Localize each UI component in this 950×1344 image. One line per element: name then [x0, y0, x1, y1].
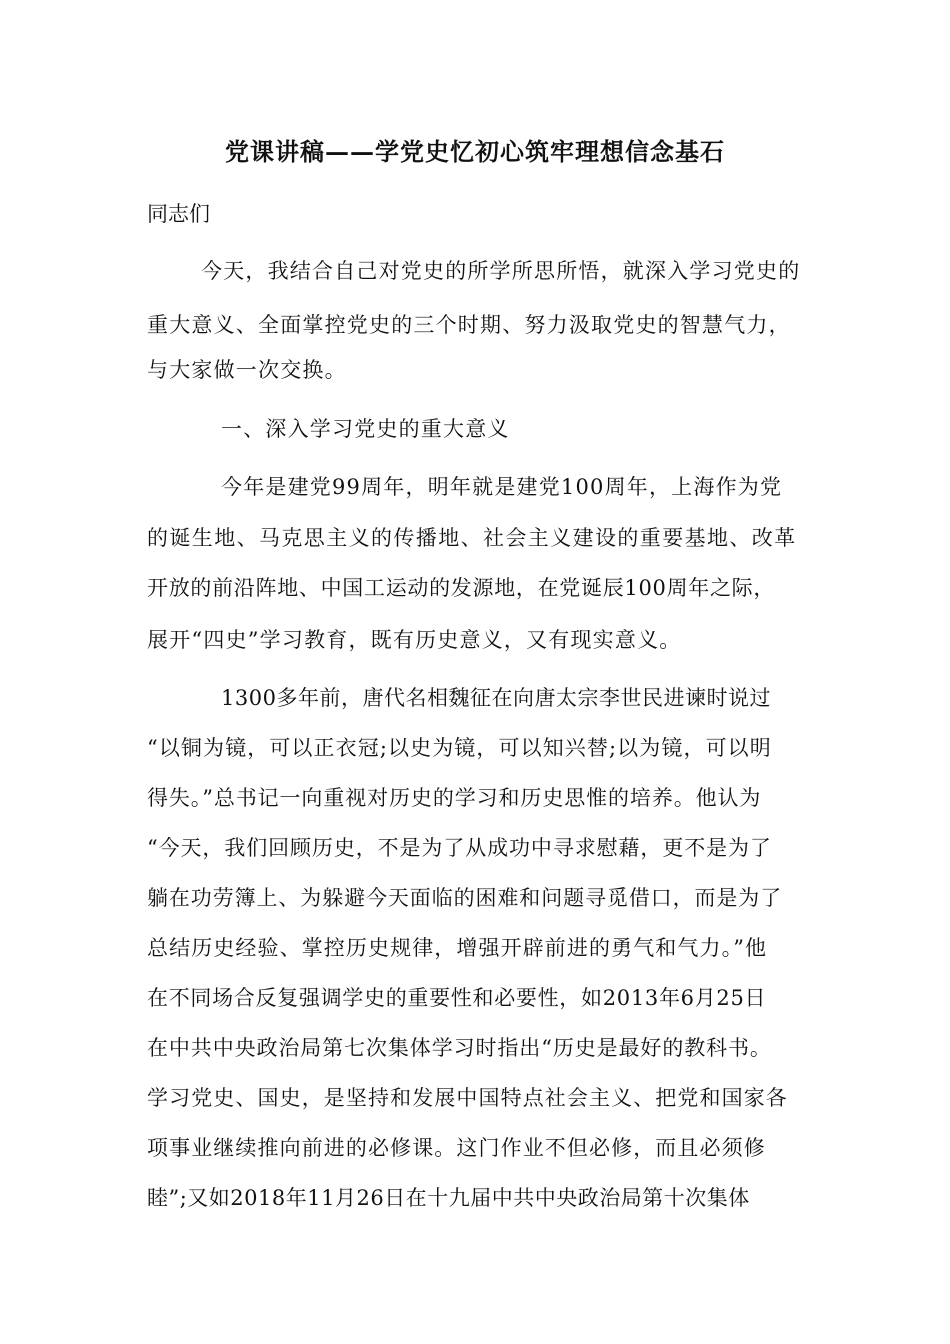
- paragraph-line: 今天，我结合自己对党史的所学所思所悟，就深入学习党史的: [201, 259, 801, 283]
- paragraph-line: 睦”;又如2018年11月26日在十九届中共中央政治局第十次集体: [147, 1186, 750, 1210]
- section-heading: 一、深入学习党史的重大意义: [221, 417, 510, 441]
- salutation: 同志们: [147, 202, 210, 226]
- paragraph-line: 在中共中央政治局第七次集体学习时指出“历史是最好的教科书。: [147, 1036, 772, 1060]
- paragraph-line: 今年是建党99周年，明年就是建党100周年，上海作为党: [221, 475, 783, 499]
- paragraph-line: 学习党史、国史，是坚持和发展中国特点社会主义、把党和国家各: [147, 1086, 788, 1110]
- paragraph-line: 项事业继续推向前进的必修课。这门作业不但必修，而且必须修: [147, 1136, 766, 1160]
- paragraph-line: 1300多年前，唐代名相魏征在向唐太宗李世民进谏时说过: [221, 686, 771, 710]
- paragraph-line: “今天，我们回顾历史，不是为了从成功中寻求慰藉，更不是为了: [147, 836, 772, 860]
- paragraph-line: 展开“四史”学习教育，既有历史意义，又有现实意义。: [147, 628, 682, 652]
- paragraph-line: 得失。”总书记一向重视对历史的学习和历史思惟的培养。他认为: [147, 786, 762, 810]
- paragraph-line: 与大家做一次交换。: [147, 358, 347, 382]
- paragraph-line: “以铜为镜，可以正衣冠;以史为镜，可以知兴替;以为镜，可以明: [147, 736, 772, 760]
- paragraph-line: 开放的前沿阵地、中国工运动的发源地，在党诞辰100周年之际，: [147, 576, 776, 600]
- paragraph-line: 躺在功劳簿上、为躲避今天面临的困难和问题寻觅借口，而是为了: [147, 886, 783, 910]
- document-title: 党课讲稿——学党史忆初心筑牢理想信念基石: [225, 137, 725, 166]
- paragraph-line: 在不同场合反复强调学史的重要性和必要性，如2013年6月25日: [147, 986, 767, 1010]
- paragraph-line: 的诞生地、马克思主义的传播地、社会主义建设的重要基地、改革: [147, 526, 797, 550]
- paragraph-line: 总结历史经验、掌控历史规律，增强开辟前进的勇气和气力。”他: [147, 936, 768, 960]
- paragraph-line: 重大意义、全面掌控党史的三个时期、努力汲取党史的智慧气力，: [147, 313, 791, 337]
